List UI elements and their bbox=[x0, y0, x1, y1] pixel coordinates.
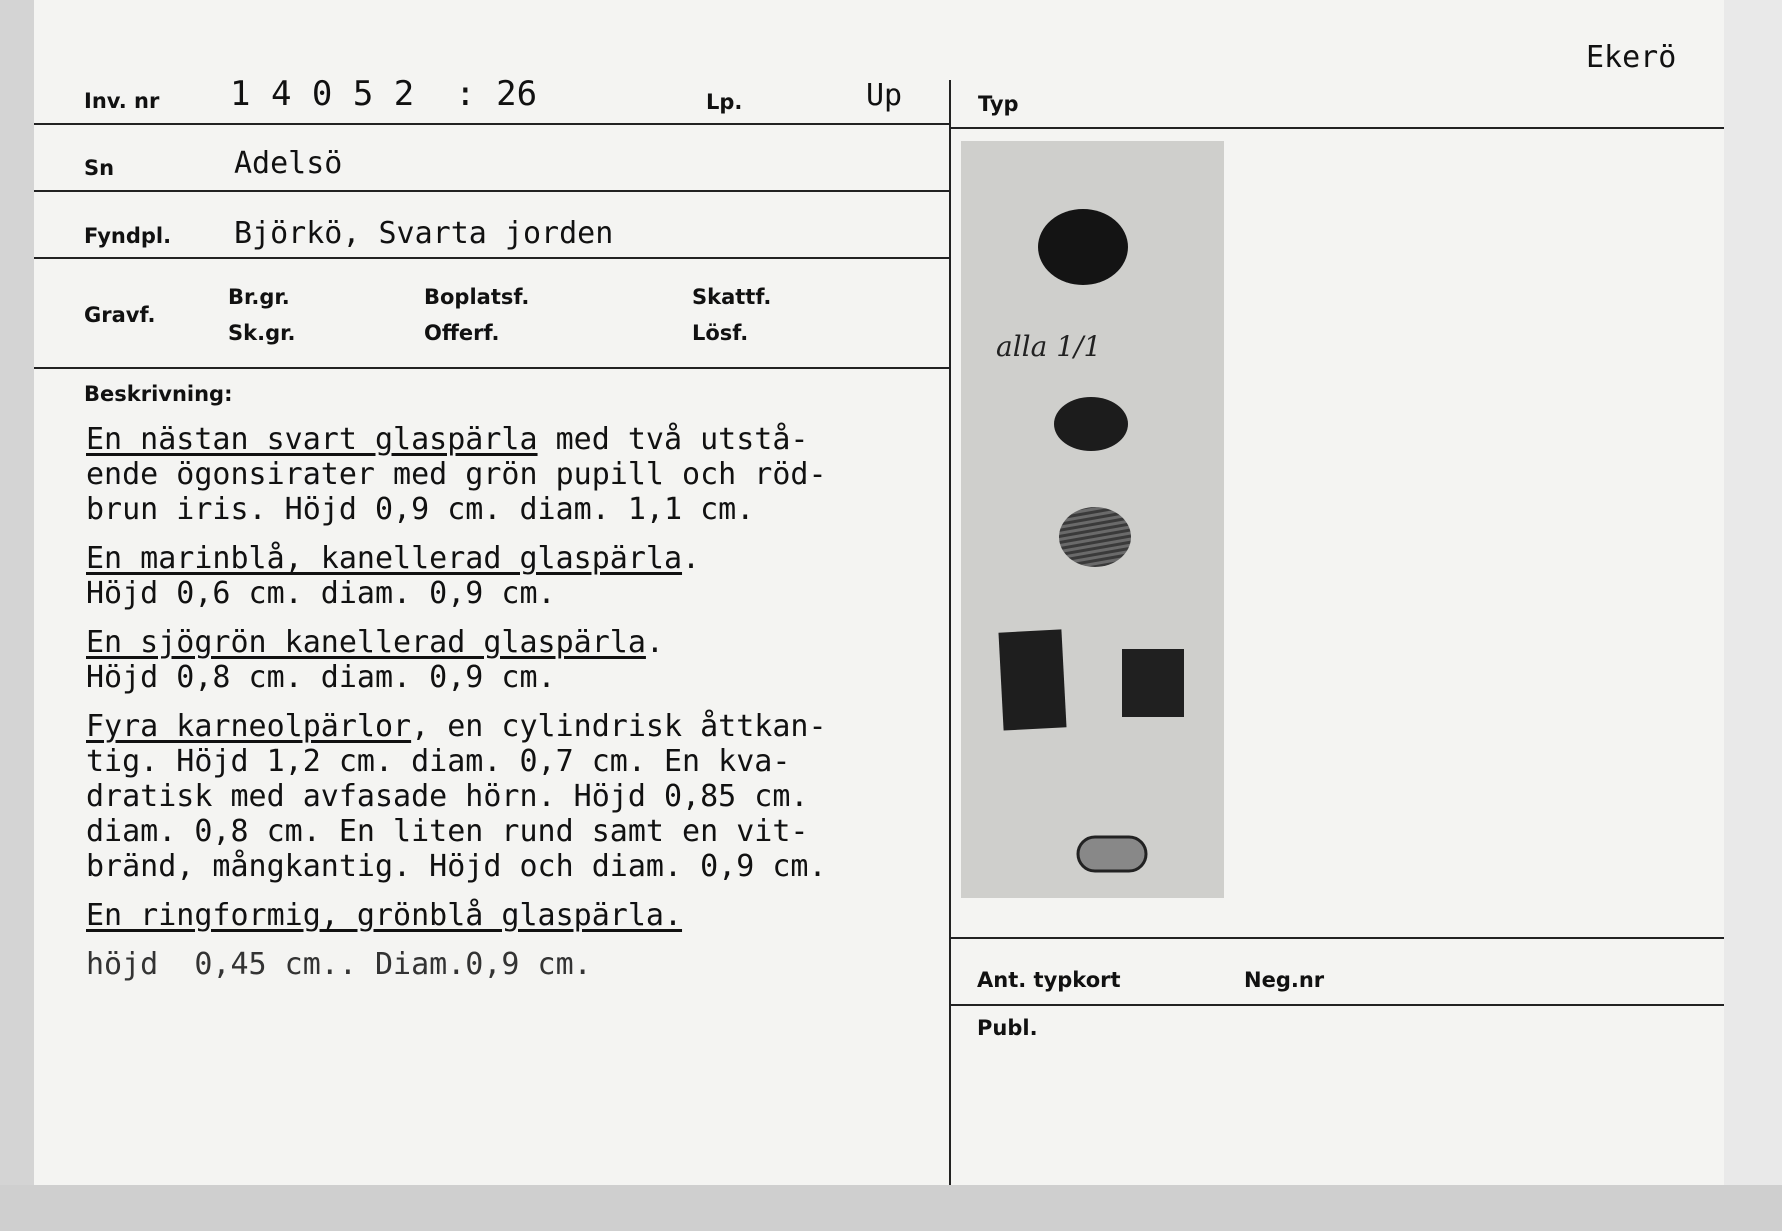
p4-underlined: Fyra karneolpärlor bbox=[86, 709, 412, 744]
boplatsf-label: Boplatsf. bbox=[424, 285, 530, 309]
bead-carnelian-square bbox=[1122, 649, 1184, 717]
rule-sn bbox=[34, 190, 950, 192]
brgr-label: Br.gr. bbox=[228, 285, 290, 309]
p1-underlined: En nästan svart glaspärla bbox=[86, 422, 538, 457]
negnr-label: Neg.nr bbox=[1244, 968, 1325, 992]
p2-underlined: En marinblå, kanellerad glaspärla bbox=[86, 541, 683, 576]
rule-photo-bottom bbox=[950, 937, 1724, 939]
skgr-label: Sk.gr. bbox=[228, 321, 296, 345]
bead-sjogron bbox=[1059, 507, 1131, 567]
bead-photograph bbox=[961, 141, 1224, 898]
fyndpl-value: Björkö, Svarta jorden bbox=[234, 216, 614, 251]
description-paragraph-1: En nästan svart glaspärla med två utstå- ende ögonsirater med grön pupill och röd- brun iris. Höjd 0,9 cm. diam. 1,1 cm. bbox=[86, 422, 827, 527]
sn-label: Sn bbox=[84, 156, 115, 180]
rule-typkort bbox=[950, 1004, 1724, 1006]
card-edge-right bbox=[1724, 0, 1782, 1185]
inv-nr-label: Inv. nr bbox=[84, 89, 160, 113]
description-paragraph-5 bbox=[86, 898, 946, 933]
rule-inv bbox=[34, 123, 950, 125]
beskrivning-label: Beskrivning: bbox=[84, 382, 233, 406]
description-text bbox=[86, 422, 946, 996]
sn-value: Adelsö bbox=[234, 146, 343, 181]
bead-carnelian-cylinder bbox=[998, 629, 1066, 730]
gravf-label: Gravf. bbox=[84, 303, 156, 327]
rule-gravf bbox=[34, 367, 950, 369]
bead-black-eye bbox=[1038, 209, 1128, 285]
rule-typ bbox=[950, 127, 1724, 129]
description-paragraph-4: Fyra karneolpärlor, en cylindrisk åttkan- tig. Höjd 1,2 cm. diam. 0,7 cm. En kva- dratisk med avfasade hörn. Höjd 0,85 cm. diam. 0,8 cm. En liten rund samt en vit- bränd, mångkantig. Höjd och diam. 0,9 cm. bbox=[86, 709, 827, 884]
fyndpl-label: Fyndpl. bbox=[84, 224, 172, 248]
ant-typkort-label: Ant. typkort bbox=[977, 968, 1121, 992]
card-edge-bottom bbox=[0, 1185, 1782, 1231]
p5-underlined: En ringformig, grönblå glaspärla. bbox=[86, 898, 683, 933]
bead-ringformig bbox=[1078, 837, 1146, 871]
skattf-label: Skattf. bbox=[692, 285, 772, 309]
p3-underlined: En sjögrön kanellerad glaspärla bbox=[86, 625, 646, 660]
typ-label: Typ bbox=[978, 92, 1019, 116]
lp-label: Lp. bbox=[706, 90, 743, 114]
description-paragraph-2: En marinblå, kanellerad glaspärla. Höjd 0,6 cm. diam. 0,9 cm. bbox=[86, 541, 701, 611]
description-paragraph-3: En sjögrön kanellerad glaspärla. Höjd 0,8 cm. diam. 0,9 cm. bbox=[86, 625, 664, 695]
municipality: Ekerö bbox=[1586, 40, 1677, 75]
publ-label: Publ. bbox=[977, 1016, 1038, 1040]
offerf-label: Offerf. bbox=[424, 321, 500, 345]
bead-marinbla bbox=[1054, 397, 1128, 451]
province-value: Up bbox=[866, 78, 903, 113]
losf-label: Lösf. bbox=[692, 321, 749, 345]
rule-fyndpl bbox=[34, 257, 950, 259]
column-divider bbox=[949, 80, 951, 1185]
scale-note: alla 1/1 bbox=[996, 330, 1102, 363]
description-paragraph-6: höjd 0,45 cm.. Diam.0,9 cm. bbox=[86, 947, 592, 982]
inv-nr-value: 1 4 0 5 2 : 26 bbox=[230, 74, 538, 114]
